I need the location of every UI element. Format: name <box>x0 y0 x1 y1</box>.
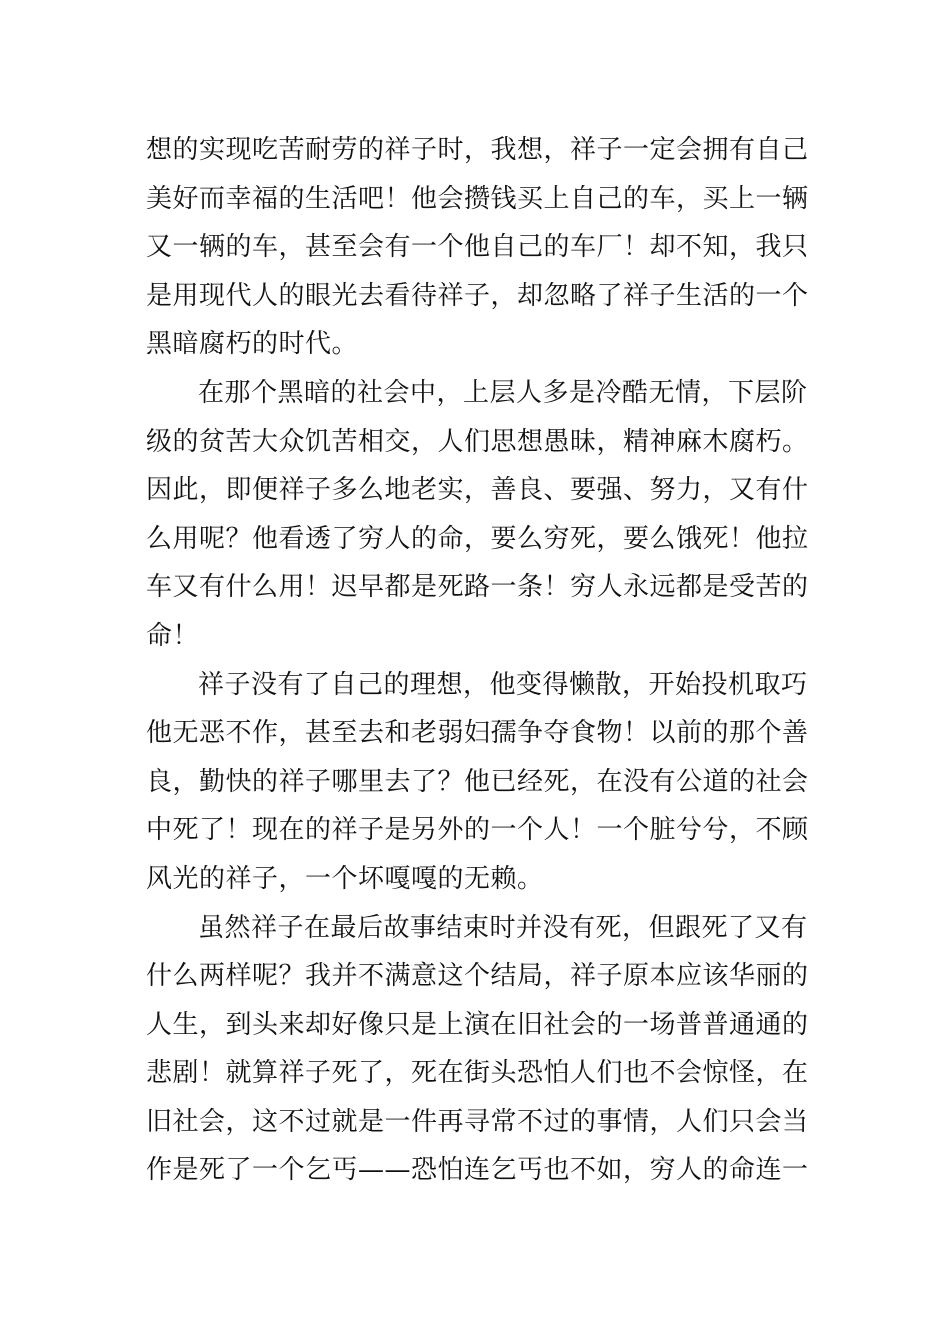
text-line: 什么两样呢？我并不满意这个结局，祥子原本应该华丽的 <box>146 961 809 992</box>
text-line: 人生，到头来却好像只是上演在旧社会的一场普普通通的 <box>146 1009 809 1040</box>
text-line: 么用呢？他看透了穷人的命，要么穷死，要么饿死！他拉 <box>146 523 809 554</box>
text-line: 想的实现吃苦耐劳的祥子时，我想，祥子一定会拥有自己 <box>146 135 809 165</box>
text-line: 又一辆的车，甚至会有一个他自己的车厂！却不知，我只 <box>146 232 809 263</box>
text-line: 命！ <box>146 620 200 651</box>
text-line: 悲剧！就算祥子死了，死在街头恐怕人们也不会惊怪，在 <box>146 1058 809 1089</box>
document-body <box>146 126 811 1195</box>
text-line: 因此，即便祥子多么地老实，善良、要强、努力，又有什 <box>146 475 809 506</box>
text-line: 中死了！现在的祥子是另外的一个人！一个脏兮兮，不顾 <box>146 815 809 846</box>
text-line: 他无恶不作，甚至去和老弱妇孺争夺食物！以前的那个善 <box>146 718 809 749</box>
text-line: 级的贫苦大众饥苦相交，人们思想愚昧，精神麻木腐朽。 <box>146 426 809 457</box>
text-line: 车又有什么用！迟早都是死路一条！穷人永远都是受苦的 <box>146 572 809 603</box>
text-line: 黑暗腐朽的时代。 <box>146 329 359 360</box>
text-line: 是用现代人的眼光去看待祥子，却忽略了祥子生活的一个 <box>146 280 809 311</box>
text-line: 风光的祥子，一个坏嘎嘎的无赖。 <box>146 863 544 894</box>
paragraph-first-line: 虽然祥子在最后故事结束时并没有死，但跟死了又有 <box>198 912 808 943</box>
paragraph-first-line: 祥子没有了自己的理想，他变得懒散，开始投机取巧 <box>198 669 808 700</box>
text-line: 旧社会，这不过就是一件再寻常不过的事情，人们只会当 <box>146 1106 809 1137</box>
paragraph-first-line: 在那个黑暗的社会中，上层人多是冷酷无情，下层阶 <box>198 377 808 408</box>
text-line: 良，勤快的祥子哪里去了？他已经死，在没有公道的社会 <box>146 766 809 797</box>
text-line: 作是死了一个乞丐——恐怕连乞丐也不如，穷人的命连一 <box>146 1155 809 1186</box>
text-line: 美好而幸福的生活吧！他会攒钱买上自己的车，买上一辆 <box>146 183 809 214</box>
